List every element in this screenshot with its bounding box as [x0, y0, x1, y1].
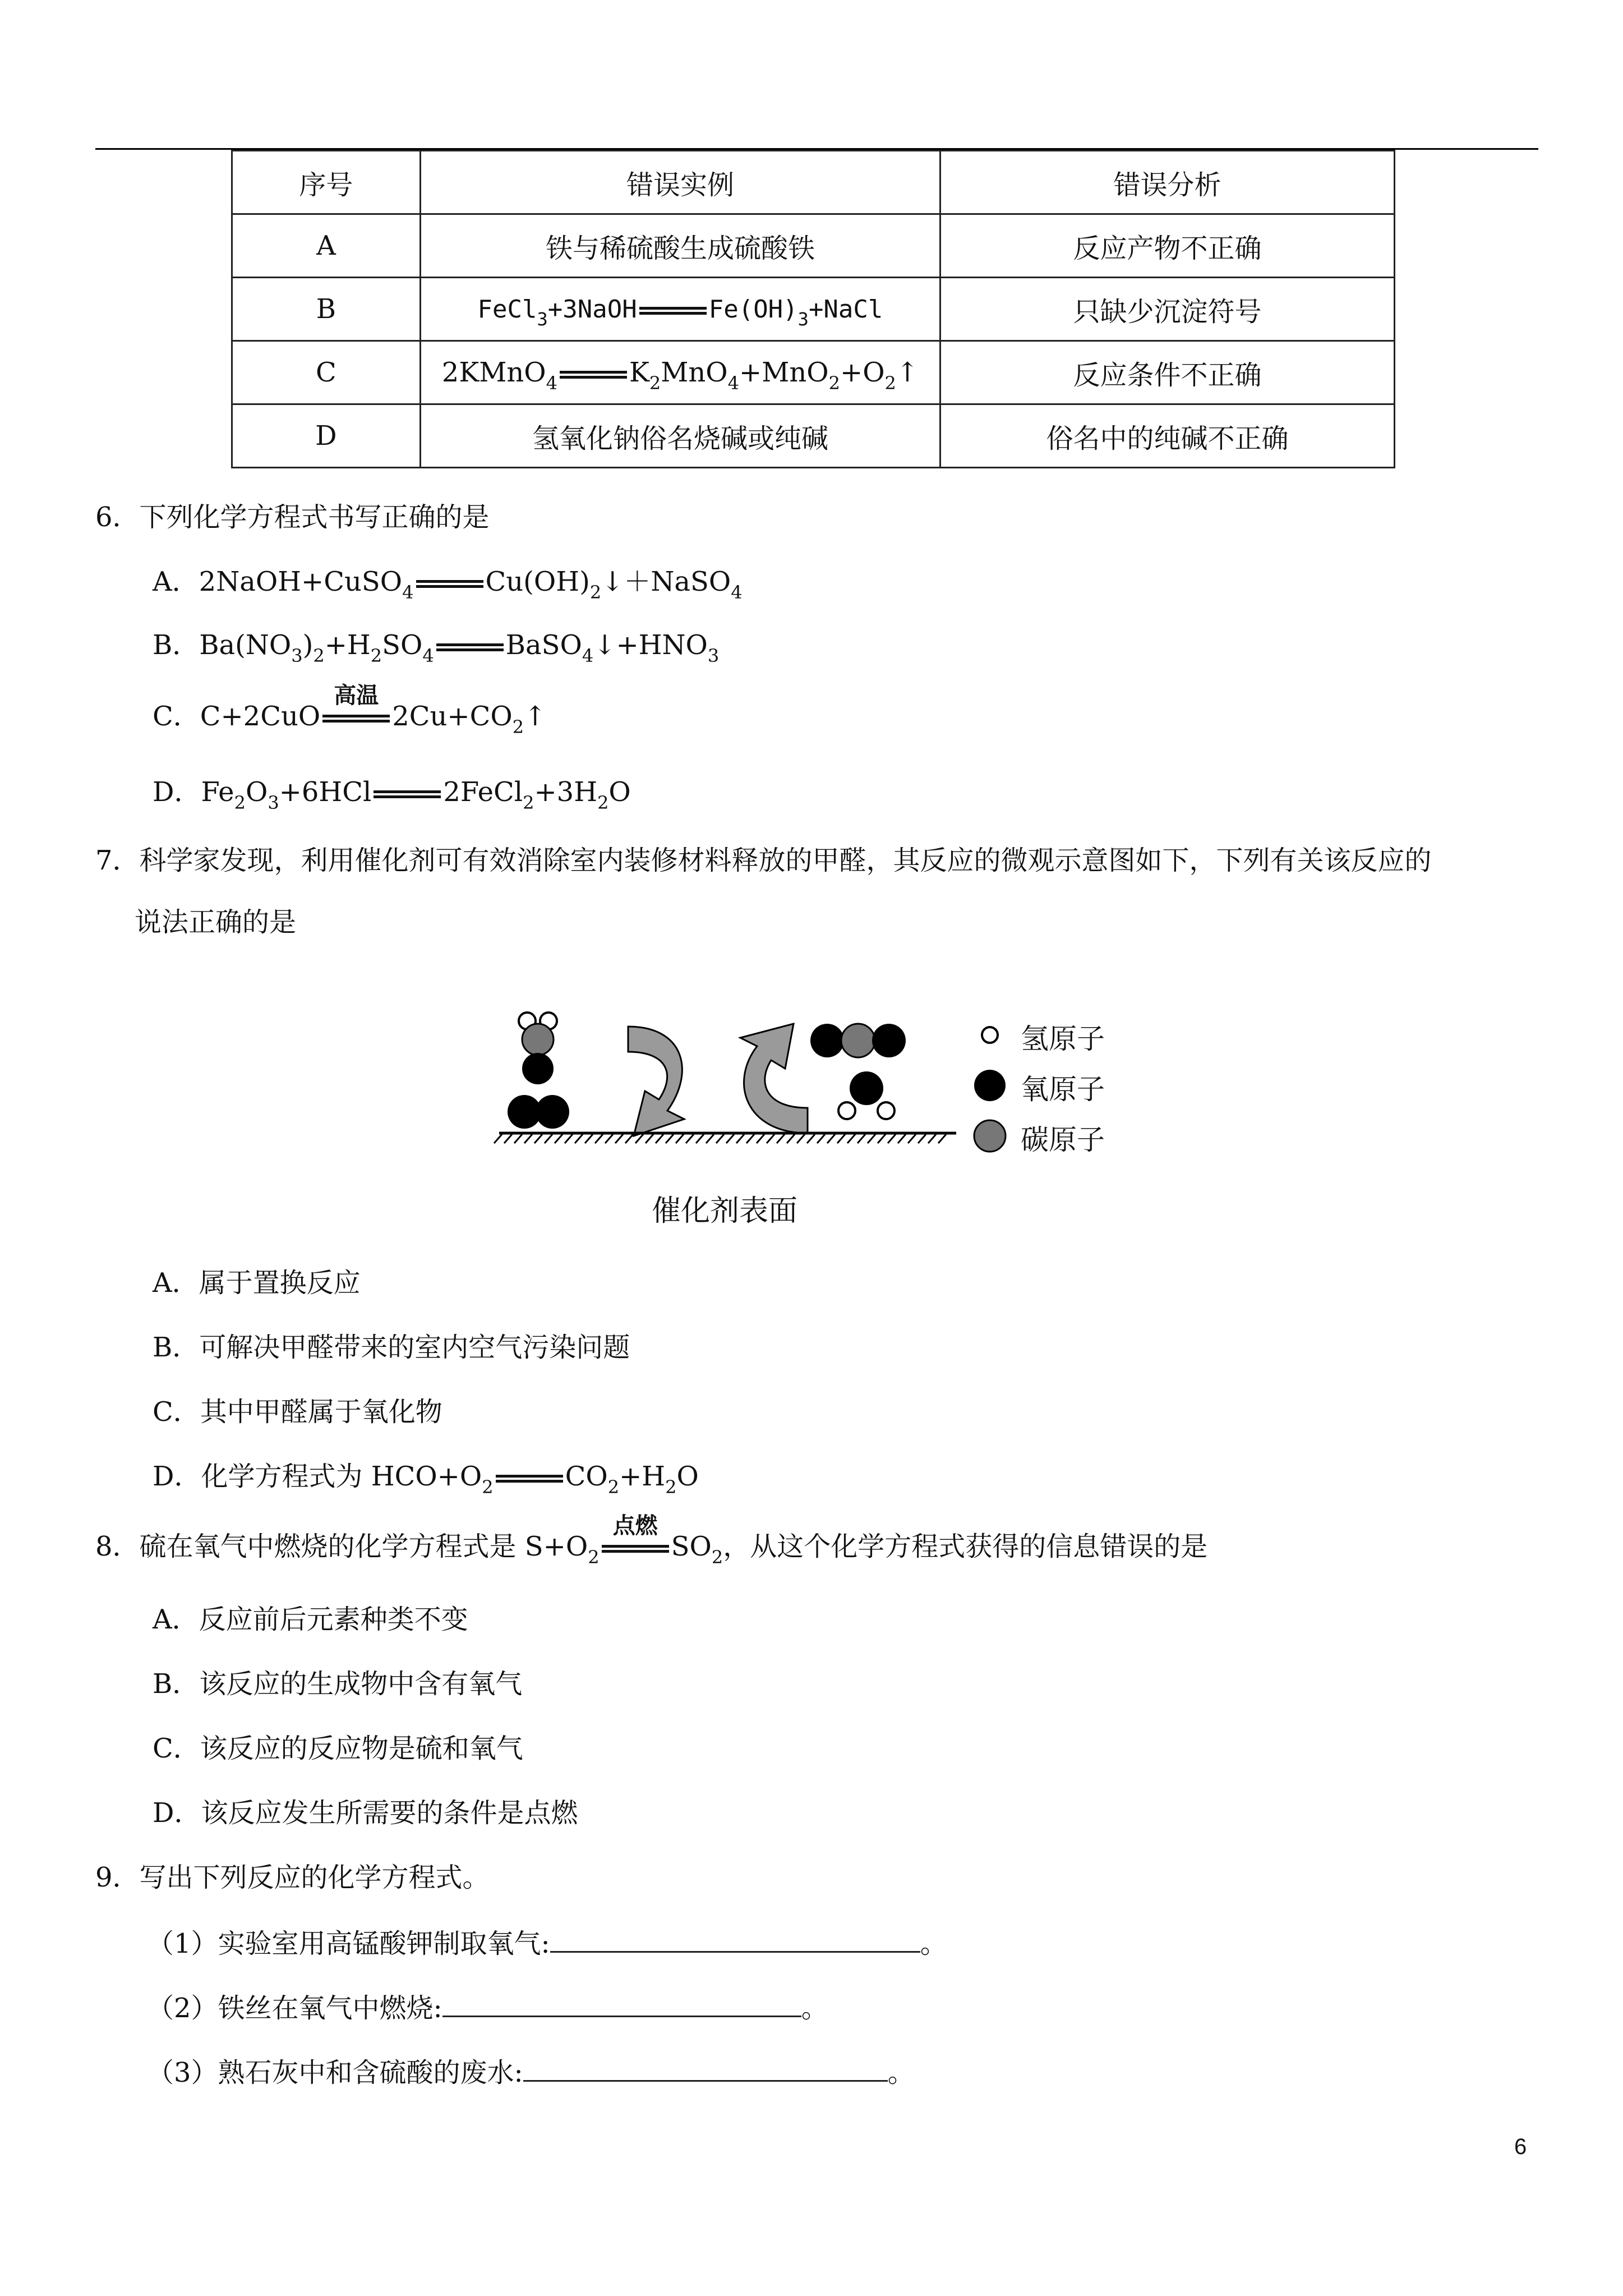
subscript: 2 — [370, 645, 382, 666]
formula-part: Ba(NO — [199, 629, 292, 661]
formula-part: O — [676, 1461, 699, 1492]
item-label: （3）熟石灰中和含硫酸的废水: — [147, 2057, 523, 2088]
q9-item-3 — [147, 2053, 915, 2091]
row-analysis: 俗名中的纯碱不正确 — [940, 404, 1395, 468]
subscript: 2 — [589, 582, 602, 603]
formula-part: CO — [565, 1461, 608, 1492]
subscript: 2 — [588, 1547, 600, 1568]
water-molecule — [838, 1071, 895, 1119]
row-id: A — [232, 214, 421, 278]
formula-part: 2FeCl — [443, 776, 523, 808]
legend-oxygen: 氧原子 — [1021, 1073, 1105, 1106]
row-example — [420, 278, 940, 341]
formula-part: MnO — [661, 357, 728, 388]
co2-molecule — [810, 1024, 906, 1057]
row-analysis: 只缺少沉淀符号 — [940, 278, 1395, 341]
subscript: 4 — [402, 582, 414, 603]
formula-part: Fe(OH) — [708, 295, 798, 324]
q6-option-b — [153, 627, 719, 666]
answer-blank[interactable] — [442, 1989, 801, 2017]
formula-part: Cu(OH) — [485, 566, 590, 597]
answer-blank[interactable] — [550, 1924, 920, 1953]
formula-part: O — [608, 776, 631, 808]
formula-part: +6HCl — [279, 776, 372, 808]
q7-option-c: C．其中甲醛属于氧化物 — [153, 1396, 442, 1428]
subscript: 4 — [422, 645, 434, 666]
carbon-legend-icon — [974, 1120, 1006, 1152]
q8-option-a: A．反应前后元素种类不变 — [153, 1604, 468, 1635]
row-example: 铁与稀硫酸生成硫酸铁 — [420, 214, 940, 278]
q9-item-1 — [147, 1924, 947, 1962]
subscript: 4 — [727, 372, 739, 394]
q7-stem-line2: 说法正确的是 — [135, 907, 297, 938]
subscript: 2 — [523, 792, 534, 813]
diagram-caption: 催化剂表面 — [652, 1194, 798, 1228]
oxygen-legend-icon — [974, 1070, 1006, 1101]
row-example — [420, 341, 940, 404]
answer-blank[interactable] — [523, 2053, 888, 2082]
equals-sign — [436, 643, 504, 651]
formula-part: SO — [671, 1531, 712, 1562]
q7-option-a: A．属于置换反应 — [153, 1267, 361, 1299]
reaction-condition: 点燃 — [612, 1512, 658, 1539]
subscript: 3 — [707, 645, 720, 666]
subscript: 2 — [884, 372, 896, 394]
gas-arrow: ↑ — [896, 357, 919, 388]
oxygen-molecule — [508, 1095, 569, 1129]
reaction-diagram — [482, 993, 1155, 1240]
table-row — [232, 214, 1395, 278]
subscript: 2 — [482, 1476, 494, 1498]
formula-part: 2Cu+CO — [392, 701, 513, 732]
formula-part: ↓＋NaSO — [601, 566, 731, 597]
formula-part: 2NaOH+CuSO — [199, 566, 403, 597]
equals-sign — [560, 371, 627, 379]
item-end: 。 — [887, 2057, 915, 2088]
formula-part: +O — [840, 357, 885, 388]
row-example: 氢氧化钠俗名烧碱或纯碱 — [420, 404, 940, 468]
table-header: 序号 — [232, 151, 421, 214]
formula-part: +MnO — [739, 357, 829, 388]
subscript: 2 — [828, 372, 840, 394]
q7-option-b: B．可解决甲醛带来的室内空气污染问题 — [153, 1332, 630, 1363]
q8-option-b: B．该反应的生成物中含有氧气 — [153, 1668, 523, 1700]
q6-option-c — [153, 682, 547, 738]
formula-part: +H — [619, 1461, 666, 1492]
formula-part: D．化学方程式为 HCO+O — [153, 1461, 482, 1492]
subscript: 2 — [597, 792, 609, 813]
option-prefix: D． — [153, 776, 201, 808]
item-label: （1）实验室用高锰酸钾制取氧气: — [147, 1928, 550, 1959]
subscript: 3 — [797, 308, 809, 330]
q6-option-d — [153, 774, 631, 813]
q9-stem: 9．写出下列反应的化学方程式。 — [95, 1862, 490, 1893]
formula-part: ) — [302, 629, 313, 661]
subscript: 2 — [607, 1476, 620, 1498]
formula-part: 8．硫在氧气中燃烧的化学方程式是 S+O — [95, 1531, 588, 1562]
q7-option-d — [153, 1458, 699, 1497]
subscript: 2 — [512, 716, 524, 738]
formula-part: O — [245, 776, 268, 808]
table-header: 错误分析 — [940, 151, 1395, 214]
equals-sign — [639, 307, 707, 315]
q9-item-2 — [147, 1989, 828, 2026]
subscript: 2 — [711, 1547, 723, 1568]
equals-sign — [322, 682, 390, 723]
q8-option-d: D．该反应发生所需要的条件是点燃 — [153, 1797, 578, 1829]
item-end: 。 — [801, 1993, 828, 2024]
item-label: （2）铁丝在氧气中燃烧: — [147, 1993, 442, 2024]
curved-arrow-up-icon — [740, 1024, 808, 1133]
row-id: C — [232, 341, 421, 404]
stem-text: ，从这个化学方程式获得的信息错误的是 — [723, 1531, 1208, 1562]
equals-sign — [416, 580, 483, 588]
subscript: 4 — [731, 582, 743, 603]
q7-stem-line1: 7．科学家发现，利用催化剂可有效消除室内装修材料释放的甲醛，其反应的微观示意图如下，下列有关该反应的 — [95, 845, 1432, 876]
formula-part: BaSO — [505, 629, 582, 661]
option-prefix: A． — [153, 566, 199, 597]
equals-sign — [374, 790, 441, 798]
formaldehyde-molecule — [519, 1013, 557, 1084]
formula-part: K — [629, 357, 649, 388]
legend-hydrogen: 氢原子 — [1021, 1023, 1105, 1055]
subscript: 2 — [649, 372, 661, 394]
q6-option-a — [153, 564, 743, 602]
formula-part: SO — [382, 629, 423, 661]
option-prefix: B． — [153, 629, 200, 661]
error-table — [231, 150, 1395, 468]
formula-part: ↓+HNO — [593, 629, 708, 661]
formula-part: Fe — [201, 776, 234, 808]
reaction-condition: 高温 — [334, 682, 379, 708]
legend-carbon: 碳原子 — [1021, 1124, 1105, 1156]
table-header: 错误实例 — [420, 151, 940, 214]
surface-hatching — [494, 1134, 946, 1143]
table-row — [232, 404, 1395, 468]
curved-arrow-down-icon — [628, 1027, 684, 1136]
formula-part: C+2CuO — [200, 701, 321, 732]
gas-arrow: ↑ — [524, 701, 547, 732]
row-id: B — [232, 278, 421, 341]
subscript: 2 — [234, 792, 246, 813]
equals-sign — [496, 1475, 563, 1483]
table-row — [232, 341, 1395, 404]
subscript: 4 — [546, 372, 557, 394]
subscript: 3 — [268, 792, 279, 813]
subscript: 2 — [665, 1476, 677, 1498]
subscript: 4 — [582, 645, 594, 666]
subscript: 2 — [313, 645, 325, 666]
item-end: 。 — [920, 1928, 947, 1959]
row-analysis: 反应条件不正确 — [940, 341, 1395, 404]
table-row — [232, 278, 1395, 341]
formula-part: 2KMnO — [441, 357, 546, 388]
formula-part: +H — [324, 629, 371, 661]
q8-option-c: C．该反应的反应物是硫和氧气 — [153, 1733, 523, 1764]
hydrogen-legend-icon — [982, 1027, 998, 1043]
q6-stem: 6．下列化学方程式书写正确的是 — [95, 501, 490, 533]
subscript: 3 — [291, 645, 303, 666]
formula-part: +NaCl — [808, 295, 883, 324]
q8-stem — [95, 1512, 1208, 1568]
formula-part: FeCl — [477, 295, 537, 324]
formula-part: +3H — [534, 776, 598, 808]
equals-sign — [602, 1512, 669, 1553]
option-prefix: C． — [153, 701, 200, 732]
row-analysis: 反应产物不正确 — [940, 214, 1395, 278]
table-header-row — [232, 151, 1395, 214]
page-number: 6 — [1514, 2134, 1527, 2159]
subscript: 3 — [537, 308, 548, 330]
formula-part: +3NaOH — [547, 295, 637, 324]
row-id: D — [232, 404, 421, 468]
